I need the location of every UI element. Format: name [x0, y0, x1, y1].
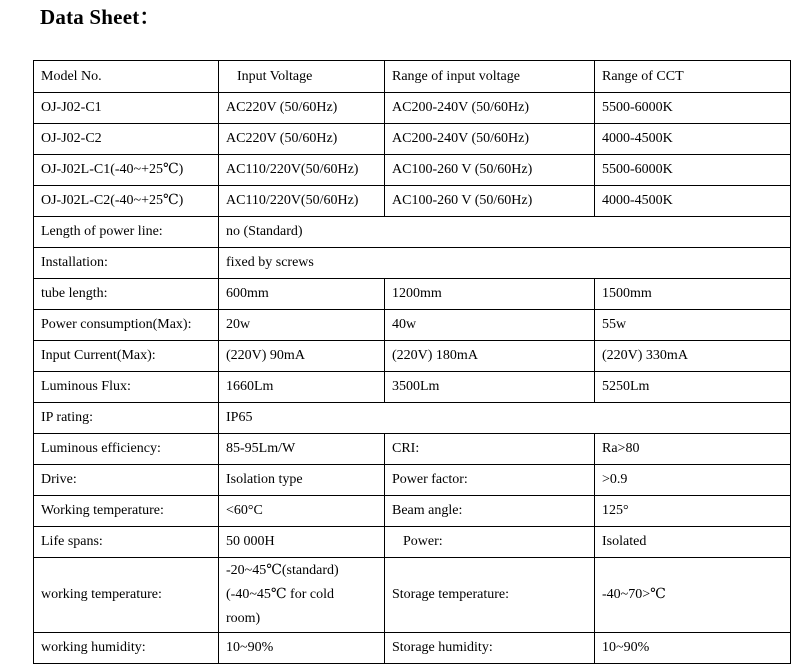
table-cell: AC100-260 V (50/60Hz) [385, 186, 595, 217]
table-cell: >0.9 [595, 465, 791, 496]
table-row [34, 465, 791, 496]
table-cell: Isolated [595, 527, 791, 558]
table-cell: fixed by screws [219, 248, 791, 279]
table-cell: Beam angle: [385, 496, 595, 527]
table-cell: AC220V (50/60Hz) [219, 93, 385, 124]
table-row [34, 341, 791, 372]
table-row [34, 248, 791, 279]
table-cell: tube length: [34, 279, 219, 310]
table-cell: Power factor: [385, 465, 595, 496]
cell-line: (-40~45℃ for cold [226, 587, 334, 602]
table-cell: AC110/220V(50/60Hz) [219, 155, 385, 186]
header-cell: Range of input voltage [385, 61, 595, 93]
table-cell: AC110/220V(50/60Hz) [219, 186, 385, 217]
table-cell: Luminous efficiency: [34, 434, 219, 465]
table-row [34, 279, 791, 310]
table-cell: AC220V (50/60Hz) [219, 124, 385, 155]
table-row [34, 93, 791, 124]
table-cell: 600mm [219, 279, 385, 310]
table-cell: Installation: [34, 248, 219, 279]
table-row [34, 434, 791, 465]
table-cell: OJ-J02-C2 [34, 124, 219, 155]
table-cell: 4000-4500K [595, 124, 791, 155]
table-cell: Storage temperature: [385, 558, 595, 633]
table-row [34, 217, 791, 248]
table-row [34, 155, 791, 186]
table-cell: IP rating: [34, 403, 219, 434]
table-cell: Power: [385, 527, 595, 558]
table-cell: no (Standard) [219, 217, 791, 248]
table-cell: Input Current(Max): [34, 341, 219, 372]
table-cell: Ra>80 [595, 434, 791, 465]
header-cell: Model No. [34, 61, 219, 93]
table-cell: 50 000H [219, 527, 385, 558]
header-cell: Range of CCT [595, 61, 791, 93]
table-cell: 55w [595, 310, 791, 341]
table-cell: <60°C [219, 496, 385, 527]
table-cell: -40~70>℃ [595, 558, 791, 633]
table-cell: CRI: [385, 434, 595, 465]
cell-line: room) [226, 611, 261, 626]
table-cell: Life spans: [34, 527, 219, 558]
table-cell: 125° [595, 496, 791, 527]
data-sheet-table [33, 60, 791, 664]
table-cell: 1660Lm [219, 372, 385, 403]
table-row [34, 310, 791, 341]
table-cell: Working temperature: [34, 496, 219, 527]
table-cell: 4000-4500K [595, 186, 791, 217]
table-cell: IP65 [219, 403, 791, 434]
table-header-row [34, 61, 791, 93]
table-row [34, 124, 791, 155]
header-cell: Input Voltage [219, 61, 385, 93]
table-row [34, 186, 791, 217]
table-cell: 40w [385, 310, 595, 341]
table-cell: (220V) 330mA [595, 341, 791, 372]
table-cell: AC200-240V (50/60Hz) [385, 124, 595, 155]
table-row [34, 403, 791, 434]
table-cell: AC200-240V (50/60Hz) [385, 93, 595, 124]
table-cell: 3500Lm [385, 372, 595, 403]
table-cell: OJ-J02L-C2(-40~+25℃) [34, 186, 219, 217]
table-cell: 1200mm [385, 279, 595, 310]
table-row [34, 633, 791, 664]
table-cell: 10~90% [595, 633, 791, 664]
table-cell: AC100-260 V (50/60Hz) [385, 155, 595, 186]
table-cell: Drive: [34, 465, 219, 496]
table-cell: 5500-6000K [595, 155, 791, 186]
table-cell: Power consumption(Max): [34, 310, 219, 341]
table-cell: 5500-6000K [595, 93, 791, 124]
table-cell: Luminous Flux: [34, 372, 219, 403]
table-cell: OJ-J02L-C1(-40~+25℃) [34, 155, 219, 186]
table-cell: 20w [219, 310, 385, 341]
table-cell [219, 558, 385, 633]
table-cell: Storage humidity: [385, 633, 595, 664]
table-cell: Isolation type [219, 465, 385, 496]
table-cell: 85-95Lm/W [219, 434, 385, 465]
table-row [34, 558, 791, 633]
table-cell: 1500mm [595, 279, 791, 310]
table-cell: 10~90% [219, 633, 385, 664]
page-title: Data Sheet： [40, 5, 161, 29]
table-row [34, 372, 791, 403]
table-cell: Length of power line: [34, 217, 219, 248]
cell-line: -20~45℃(standard) [226, 563, 339, 578]
table-row [34, 527, 791, 558]
table-cell: (220V) 90mA [219, 341, 385, 372]
table-row [34, 496, 791, 527]
table-cell: working humidity: [34, 633, 219, 664]
table-cell: working temperature: [34, 558, 219, 633]
table-cell: OJ-J02-C1 [34, 93, 219, 124]
table-cell: 5250Lm [595, 372, 791, 403]
table-cell: (220V) 180mA [385, 341, 595, 372]
